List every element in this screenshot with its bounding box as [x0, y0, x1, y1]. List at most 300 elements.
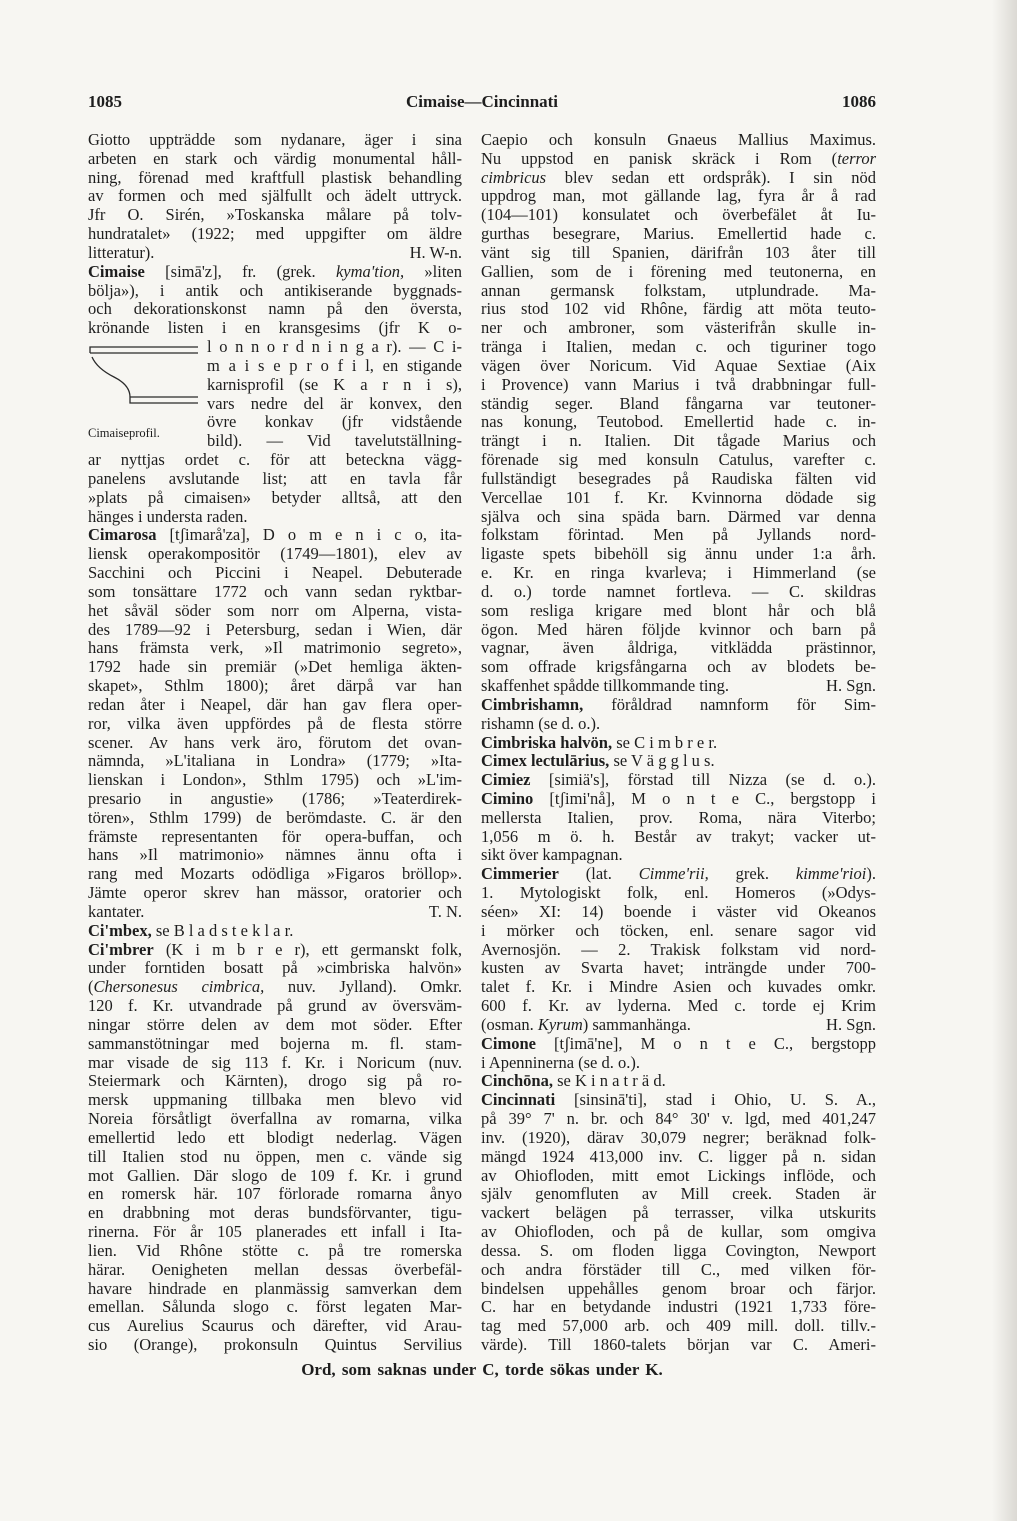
text-line — [481, 583, 876, 602]
text-run: se K i n a t r ä d. — [552, 1071, 666, 1091]
text-line — [88, 1317, 462, 1336]
text-line — [481, 1317, 876, 1336]
entry-headword: Cimiez — [481, 770, 531, 790]
page-footer-note: Ord, som saknas under C, torde sökas under K. — [301, 1360, 663, 1379]
text-line — [88, 206, 462, 225]
text-run: Nu uppstod en panisk skräck i Rom ( — [481, 148, 838, 168]
text-run: blev sedan ett ordspråk). I sin nöd — [546, 167, 876, 187]
line-text — [481, 1016, 691, 1035]
entry-headword: Cimbriska halvön, — [481, 732, 613, 752]
text-run: tören», Sthlm 1799) de berömdaste. C. är den — [88, 807, 462, 827]
text-run: se V ä g g l u s. — [609, 751, 715, 771]
text-run: sikt över kampagnan. — [481, 845, 623, 865]
text-run: ). — [866, 864, 876, 884]
text-run: séen» XI: 14) boende i väster vid Okeanos — [481, 901, 876, 921]
text-run: av Ohiofloden, mitt emot Lickings inflöde, och — [481, 1165, 876, 1185]
entry-headword: Cimmerier — [481, 864, 559, 884]
text-line — [88, 621, 462, 640]
text-run: ner och ambroner, som västerifrån skulle in- — [481, 318, 876, 338]
text-line — [481, 338, 876, 357]
text-line — [88, 564, 462, 583]
line-text — [88, 903, 144, 922]
running-title: Cimaise—Cincinnati — [405, 92, 559, 111]
entry-headword: Cincinnati — [481, 1090, 556, 1110]
text-line — [481, 658, 876, 677]
text-line — [481, 884, 876, 903]
text-run: emellertid ledo ett blodigt nederlag. Vägen — [88, 1127, 462, 1147]
text-run: nas konung, Teutobod. Emellertid hade c. in- — [481, 412, 876, 432]
entry-headword: Cimone — [481, 1033, 536, 1053]
text-run: vägen över Noricum. Vid Aquae Sextiae (Aix — [481, 355, 876, 375]
text-line — [481, 1129, 876, 1148]
text-run: (lat. — [558, 864, 639, 884]
italic-term: kyma'tion, — [335, 261, 405, 281]
text-line — [481, 470, 876, 489]
text-line — [88, 583, 462, 602]
text-line — [88, 1336, 462, 1355]
author-signature: T. N. — [428, 901, 462, 921]
text-line — [481, 131, 876, 150]
text-run: främste representanten för opera-buffan, och — [88, 826, 462, 846]
text-run: mot Gallien. Där slogo de 109 f. Kr. i grund — [88, 1165, 462, 1185]
text-run: i mörker och töcken, enl. senare sagor vid — [481, 920, 876, 940]
text-line — [88, 828, 462, 847]
text-run: emellan. Sålunda slogo c. först legaten Mar- — [88, 1297, 462, 1317]
text-line — [481, 263, 876, 282]
text-run: ( — [88, 977, 94, 997]
text-line — [88, 319, 462, 338]
text-line — [481, 715, 876, 734]
text-run: av Ohiofloden, och på de kullar, som omgiva — [481, 1222, 876, 1242]
text-line — [481, 150, 876, 169]
text-line — [481, 357, 876, 376]
text-run: tag med 57,000 arb. och 409 mill. doll. tillv.- — [481, 1316, 876, 1336]
text-line — [88, 1091, 462, 1110]
text-run: cus Aurelius Scaurus och därefter, vid Arau- — [88, 1316, 462, 1336]
italic-term: Cimme'rii, — [638, 864, 709, 884]
text-line — [481, 696, 876, 715]
column-left — [88, 131, 462, 1355]
text-run: av formen och med själfullt och ädelt uttryck. — [88, 186, 462, 206]
text-line — [207, 357, 462, 376]
author-signature: H. W-n. — [409, 242, 462, 262]
text-line — [481, 1185, 876, 1204]
text-run: bölja»), i antik och antikiserande byggnads- — [88, 280, 462, 300]
text-line — [88, 997, 462, 1016]
text-line — [481, 545, 876, 564]
text-run: själv genomfluten av Mill creek. Staden är — [481, 1184, 876, 1204]
text-line — [88, 809, 462, 828]
text-run: C. har en betydande industri (1921 1,733 före- — [481, 1297, 876, 1317]
text-run: inv. (1920), därav 30,079 negrer; beräknad folk- — [481, 1127, 876, 1147]
text-line — [481, 526, 876, 545]
text-line — [481, 809, 876, 828]
text-line — [88, 1185, 462, 1204]
author-signature: H. Sgn. — [826, 1014, 876, 1034]
text-run: arbeten en stark och värdig monumental håll- — [88, 148, 462, 168]
text-run: 1,056 m ö. h. Består av trakyt; vacker ut- — [481, 826, 876, 846]
text-run: Vercellae 101 f. Kr. Kvinnorna dödade sig — [481, 487, 876, 507]
text-line — [481, 1167, 876, 1186]
text-line — [88, 846, 462, 865]
text-line — [481, 846, 876, 865]
entry-headword: Cimbrishamn, — [481, 694, 584, 714]
italic-term: Chersonesus cimbrica, — [93, 977, 265, 997]
text-run: [tʃimarå'za], D o m e n i c o, ita- — [156, 525, 462, 545]
text-line — [88, 470, 462, 489]
text-line — [481, 489, 876, 508]
text-line — [481, 564, 876, 583]
text-line — [481, 828, 876, 847]
text-run: m a i s e p r o f i l, en stigande — [207, 355, 462, 375]
text-line — [481, 413, 876, 432]
text-line — [88, 1280, 462, 1299]
text-line — [481, 1091, 876, 1110]
text-run: ning, förenad med kraftfull plastisk behandling — [88, 167, 462, 187]
text-run: annan germansk folkstam, utplundrade. Ma- — [481, 280, 876, 300]
text-run: kusten av Svarta havet; inträngde under 700- — [481, 958, 876, 978]
text-line — [481, 1242, 876, 1261]
text-line — [88, 884, 462, 903]
text-run: som resliga krigare med blont hår och blå — [481, 600, 876, 620]
line-text — [481, 677, 729, 696]
text-run: (104—101) konsulatet och överbefälet åt Iu- — [481, 205, 876, 225]
column-right — [481, 131, 876, 1355]
text-line — [88, 1204, 462, 1223]
text-run: grek. — [708, 864, 796, 884]
text-run: Noreia försåtligt överfallna av romarna, vilka — [88, 1109, 462, 1129]
text-line — [207, 338, 462, 357]
text-line — [88, 508, 462, 527]
text-line — [481, 1035, 876, 1054]
text-run: som tonsättare 1772 och vann sedan ryktbar- — [88, 581, 462, 601]
italic-term: Kyrum — [537, 1014, 583, 1034]
text-line — [481, 319, 876, 338]
text-run: talet f. Kr. i Mindre Asien och kuvades omkr. — [481, 977, 876, 997]
text-run: förenade sig med konsuln Catulus, varefter c. — [481, 450, 876, 470]
text-run: uppdrog man, mot gällande lag, fyra år å rad — [481, 186, 876, 206]
text-run: själva och sina späda barn. Därmed var denna — [481, 506, 876, 526]
text-line — [207, 376, 462, 395]
text-line — [88, 244, 462, 263]
text-line — [88, 1261, 462, 1280]
text-run: presario in angustie» (1786; »Teaterdirek- — [88, 788, 462, 808]
text-run: 1. Mytologiskt folk, enl. Homeros (»Odys- — [481, 883, 876, 903]
text-run: vackert belägen på terrasser, vilka utskurits — [481, 1203, 876, 1223]
text-run: [simā'z], fr. (grek. — [144, 261, 336, 281]
entry-headword: Ci'mbrer — [88, 939, 154, 959]
text-run: Caepio och konsuln Gnaeus Mallius Maximus. — [481, 130, 876, 149]
text-line — [88, 1298, 462, 1317]
figure-caption: Cimaiseprofil. — [88, 426, 160, 440]
text-run: (osman. — [481, 1014, 538, 1034]
entry-headword: Cimex lectulārius, — [481, 751, 610, 771]
page-edge-shadow — [992, 0, 1017, 1521]
text-run: hundratalet» (1922; med uppgifter om äldre — [88, 224, 462, 244]
entry-headword: Cimaise — [88, 261, 145, 281]
text-run: en romersk här. 107 förlorade romarna ånyo — [88, 1184, 462, 1204]
text-line — [481, 508, 876, 527]
text-run: Avernosjön. — 2. Trakisk folkstam vid nord- — [481, 939, 876, 959]
text-line — [88, 752, 462, 771]
text-run: l o n n o r d n i n g a r). — C i- — [207, 337, 462, 357]
text-line — [481, 206, 876, 225]
text-run: tränga i Italien, medan c. och tiguriner togo — [481, 337, 876, 357]
page-number-left: 1085 — [88, 92, 122, 111]
text-line — [481, 1298, 876, 1317]
text-line — [481, 790, 876, 809]
text-line — [481, 1336, 876, 1355]
text-run: d. o.) torde namnet fortleva. — C. skildras — [481, 581, 876, 601]
text-run: sammanstötningar med bojerna m. fl. stam- — [88, 1033, 462, 1053]
text-line — [88, 658, 462, 677]
text-run: »plats på cimaisen» betyder alltså, att den — [88, 487, 462, 507]
text-line — [88, 696, 462, 715]
text-line — [88, 941, 462, 960]
text-run: liensk operakompositör (1749—1801), elev av — [88, 544, 462, 564]
text-run: sio (Orange), prokonsuln Quintus Servilius — [88, 1335, 462, 1354]
text-line — [88, 1148, 462, 1167]
text-line — [88, 903, 462, 922]
text-run: härar. Oenigheten mellan dessas överbefäl- — [88, 1259, 462, 1279]
text-line — [88, 545, 462, 564]
text-run: panelens avslutande list; att en tavla får — [88, 468, 462, 488]
text-line — [88, 526, 462, 545]
text-run: gurthas besegrare, Marius. Emellertid hade c. — [481, 224, 876, 244]
text-run: värde). Till 1860-talets början var C. Ameri- — [481, 1335, 876, 1354]
page-number-right: 1086 — [842, 92, 876, 111]
text-run: en drabbning mot deras bundsförvanter, tigu- — [88, 1203, 462, 1223]
text-run: [tʃimi'nå], M o n t e C., bergstopp i — [533, 788, 876, 808]
text-line — [88, 131, 462, 150]
text-line — [88, 639, 462, 658]
text-run: ) sammanhänga. — [582, 1014, 691, 1034]
entry-headword: Cimino — [481, 788, 534, 808]
italic-term: terror — [837, 148, 876, 168]
text-run: »liten — [404, 261, 463, 281]
text-run: 1792 hade sin premiär (»Det hemliga äkten- — [88, 657, 462, 677]
profile-cyma-curve — [92, 357, 130, 397]
text-line — [88, 734, 462, 753]
text-line — [88, 865, 462, 884]
entry-headword: Cinchōna, — [481, 1071, 553, 1091]
text-run: des 1789—92 i Petersburg, sedan i Wien, där — [88, 619, 462, 639]
text-run: ningar större delen av dem mot söder. Efter — [88, 1014, 462, 1034]
text-line — [481, 451, 876, 470]
text-line — [481, 677, 876, 696]
text-line — [88, 1016, 462, 1035]
text-run: rang med Mozarts odödliga »Figaros bröllop». — [88, 864, 462, 884]
text-line — [88, 263, 462, 282]
text-line — [88, 1242, 462, 1261]
text-run: bindelsen uppehålles genom broar och färjor. — [481, 1278, 876, 1298]
text-line — [481, 432, 876, 451]
text-run: rishamn (se d. o.). — [481, 713, 601, 733]
text-line — [88, 1035, 462, 1054]
text-line — [88, 1054, 462, 1073]
text-line — [88, 300, 462, 319]
text-line — [481, 282, 876, 301]
text-run: trängt i n. Italien. Dit tågade Marius och — [481, 431, 876, 451]
text-run: Giotto uppträdde som nydanare, äger i sina — [88, 130, 462, 149]
text-line — [207, 395, 462, 414]
text-run: på 39° 7' n. br. och 84° 30' v. lgd, med 401,247 — [481, 1109, 876, 1129]
text-run: till Italien stod nu öppen, men c. vände sig — [88, 1146, 462, 1166]
text-line — [481, 225, 876, 244]
text-line — [481, 1148, 876, 1167]
text-line — [88, 978, 462, 997]
text-line — [88, 959, 462, 978]
text-line — [88, 150, 462, 169]
text-run: föråldrad namnform för Sim- — [583, 694, 876, 714]
text-line — [481, 1280, 876, 1299]
text-line — [88, 282, 462, 301]
text-run: [simiä's], förstad till Nizza (se d. o.). — [530, 770, 876, 790]
text-line — [88, 1110, 462, 1129]
text-line — [88, 771, 462, 790]
text-run: ögon. Med hären följde kvinnor och barn på — [481, 619, 876, 639]
text-line — [88, 790, 462, 809]
text-line — [481, 959, 876, 978]
text-run: rius stod 102 vid Rhône, färdig att möta teuto- — [481, 299, 876, 319]
text-run: vars nedre del är konvex, den — [207, 393, 462, 413]
text-run: lien. Vid Rhône stötte c. på tre romerska — [88, 1240, 462, 1260]
cimaise-profile-figure — [88, 340, 200, 410]
text-run: kantater. — [88, 901, 145, 921]
text-run: dessa. S. om floden ligga Covington, Newport — [481, 1240, 876, 1260]
text-line — [481, 169, 876, 188]
text-run: vänt sig till Spanien, därifrån 103 åter till — [481, 242, 876, 262]
text-line — [481, 1054, 876, 1073]
text-line — [481, 752, 876, 771]
text-run: ror, vilka även uppfördes på de flesta större — [88, 713, 462, 733]
text-run: (K i m b r e r), ett germanskt folk, — [153, 939, 462, 959]
text-line — [88, 1223, 462, 1242]
text-line — [481, 376, 876, 395]
text-line — [481, 395, 876, 414]
text-run: 120 f. Kr. utvandrade på grund av översväm- — [88, 996, 462, 1016]
text-run: hans främsta verk, »Il matrimonio segreto», — [88, 638, 462, 658]
text-run: litteratur). — [88, 242, 155, 262]
text-run: hans »Il matrimonio» nämnes ännu ofta i — [88, 845, 462, 865]
text-line — [88, 225, 462, 244]
text-line — [88, 1167, 462, 1186]
text-run: se B l a d s t e k l a r. — [151, 920, 294, 940]
text-run: Jfr O. Sirén, »Toskanska målare på tolv- — [88, 205, 462, 225]
text-line — [481, 1110, 876, 1129]
text-run: het såväl söder som norr om Alperna, vista- — [88, 600, 462, 620]
entry-headword: Cimarosa — [88, 525, 157, 545]
page-header — [88, 92, 876, 112]
text-run: mellersta Italien, prov. Roma, nära Viterbo; — [481, 807, 876, 827]
author-signature: H. Sgn. — [826, 676, 876, 696]
text-run: fullständigt besegrades på Raudiska fälten vid — [481, 468, 876, 488]
text-line — [481, 1072, 876, 1091]
text-run: nämnda, »L'italiana in Londra» (1779; »Ita- — [88, 751, 462, 771]
text-run: Sacchini och Piccini i Neapel. Debuterade — [88, 563, 462, 583]
text-run: folkstam förintad. Men på Jyllands nord- — [481, 525, 876, 545]
text-line — [88, 489, 462, 508]
text-line — [88, 602, 462, 621]
italic-term: cimbricus — [481, 167, 547, 187]
text-line — [88, 922, 462, 941]
text-line — [481, 300, 876, 319]
text-line — [88, 169, 462, 188]
line-text — [88, 244, 154, 263]
profile-top-fillet — [90, 347, 198, 353]
text-line — [481, 903, 876, 922]
text-run: bild). — Vid tavelutställning- — [207, 431, 462, 451]
text-run: vagnar, även åldriga, vitklädda prästinnor, — [481, 638, 876, 658]
text-run: mängd 1924 413,000 inv. C. ligger på n. sidan — [481, 1146, 876, 1166]
text-line — [481, 734, 876, 753]
text-line — [88, 715, 462, 734]
text-run: 600 f. Kr. av lyderna. Med c. torde ej Krim — [481, 996, 876, 1016]
text-run: i Apenninerna (se d. o.). — [481, 1052, 640, 1072]
text-run: övre konkav (jfr vidstående — [207, 412, 462, 432]
text-line — [481, 865, 876, 884]
text-run: scener. Av hans verk äro, förutom det ovan- — [88, 732, 462, 752]
text-run: under forntiden bosatt på »cimbriska halvön» — [88, 958, 462, 978]
text-run: karnisprofil (se K a r n i s), — [207, 374, 462, 394]
text-run: som offrade krigsfångarna och av blodets be- — [481, 657, 876, 677]
entry-headword: Ci'mbex, — [88, 920, 152, 940]
text-line — [88, 451, 462, 470]
text-run: nuv. Jylland). Omkr. — [264, 977, 462, 997]
text-line — [481, 602, 876, 621]
text-line — [481, 1223, 876, 1242]
text-line — [481, 997, 876, 1016]
text-run: Gallien, som de i förening med teutonerna, en — [481, 261, 876, 281]
text-run: mar visade de sig 113 f. Kr. i Noricum (nuv. — [88, 1052, 462, 1072]
text-run: lienskan i London», Sthlm 1795) och »L'im- — [88, 770, 462, 790]
text-run: [sinsinā'ti], stad i Ohio, U. S. A., — [555, 1090, 876, 1110]
text-run: havare hindrade en planmässig samverkan dem — [88, 1278, 462, 1298]
text-run: krönande listen i en kransgesims (jfr K o- — [88, 318, 462, 338]
text-run: [tʃimā'ne], M o n t e C., bergstopp — [536, 1033, 876, 1053]
text-line — [207, 432, 462, 451]
text-run: och dekorationskonst namn på den översta, — [88, 299, 462, 319]
text-line — [481, 1261, 876, 1280]
profile-bottom-fillet — [130, 397, 198, 403]
text-run: Steiermark och Kärnten), drogo sig på ro- — [88, 1071, 462, 1091]
text-line — [88, 1072, 462, 1091]
text-line — [481, 1016, 876, 1035]
text-line — [481, 621, 876, 640]
text-run: och andra förstäder till C., med vilken för- — [481, 1259, 876, 1279]
text-run: redan åter i Neapel, där han gav flera oper- — [88, 694, 462, 714]
text-line — [481, 1204, 876, 1223]
text-line — [481, 244, 876, 263]
text-line — [481, 187, 876, 206]
text-run: Jämte operor skrev han mässor, oratorier och — [88, 883, 462, 903]
text-line — [481, 941, 876, 960]
text-line — [481, 771, 876, 790]
text-line — [88, 187, 462, 206]
text-run: rinerna. För år 105 planerades ett infall i Ita- — [88, 1222, 462, 1242]
text-run: ar nyttjas ordet c. för att beteckna vägg- — [88, 450, 462, 470]
text-line — [481, 639, 876, 658]
text-line — [88, 1129, 462, 1148]
text-run: skapet», Sthlm 1800); året därpå var han — [88, 676, 462, 696]
text-line — [88, 677, 462, 696]
text-run: ständig seger. Bland fångarna var teutoner- — [481, 393, 876, 413]
text-run: se C i m b r e r. — [612, 732, 718, 752]
text-run: e. Kr. en ringa kvarleva; i Himmerland (se — [481, 563, 876, 583]
text-run: i Provence) vann Marius i två drabbningar full- — [481, 374, 876, 394]
italic-term: kimme'rioi — [795, 864, 867, 884]
text-run: hänges i understa raden. — [88, 506, 248, 526]
